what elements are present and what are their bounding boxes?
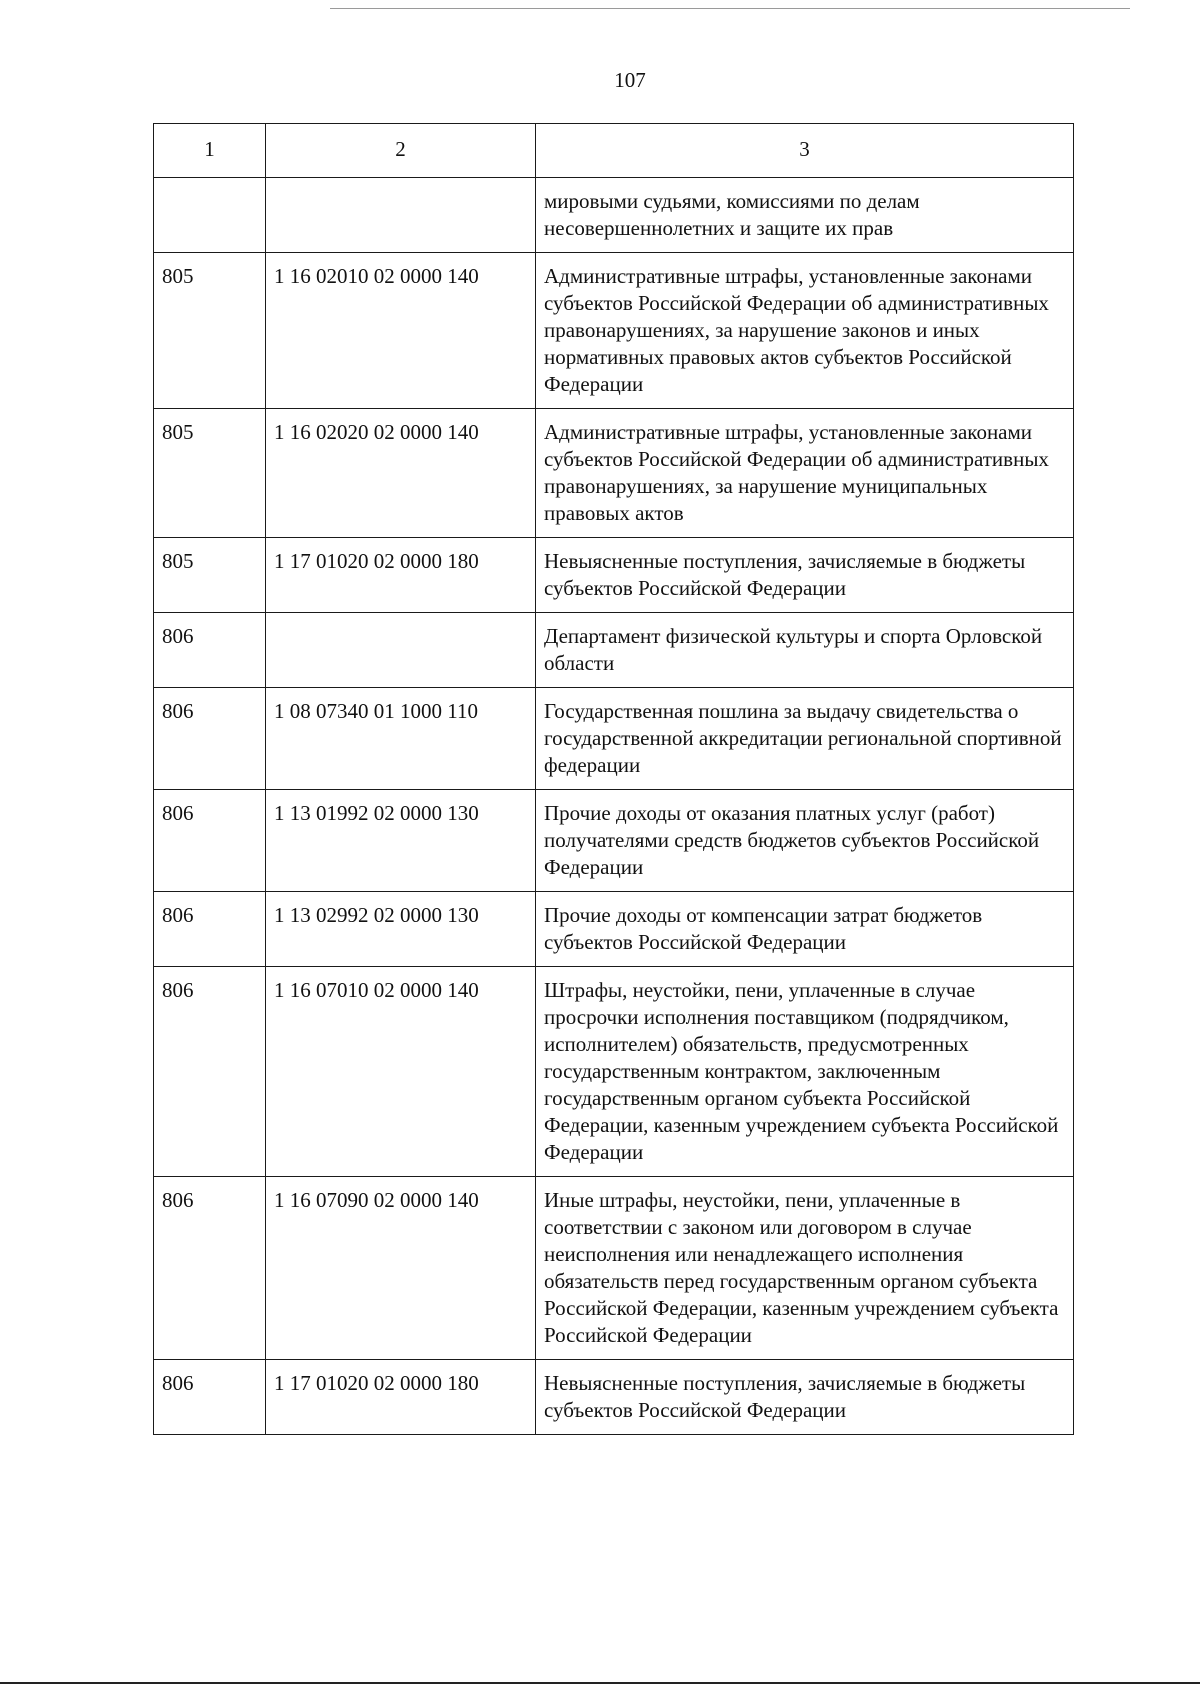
description-cell: Штрафы, неустойки, пени, уплаченные в случае просрочки исполнения поставщиком (подрядчиком, исполнителем) обязательств, предусмотренных государственным контрактом, заключенным государственным органом субъекта Российской Федерации, казенным учреждением субъекта Российской Федерации xyxy=(536,967,1074,1177)
page-number: 107 xyxy=(614,68,646,92)
description-cell: Невыясненные поступления, зачисляемые в бюджеты субъектов Российской Федерации xyxy=(536,1360,1074,1435)
table-row xyxy=(154,892,1074,967)
description-cell: мировыми судьями, комиссиями по делам несовершеннолетних и защите их прав xyxy=(536,178,1074,253)
description-cell: Невыясненные поступления, зачисляемые в бюджеты субъектов Российской Федерации xyxy=(536,538,1074,613)
description-cell: Административные штрафы, установленные законами субъектов Российской Федерации об административных правонарушениях, за нарушение законов и иных нормативных правовых актов субъектов Российской Федерации xyxy=(536,253,1074,409)
admin-code-cell: 805 xyxy=(154,253,266,409)
header-col-1: 1 xyxy=(154,124,266,178)
income-code-cell: 1 17 01020 02 0000 180 xyxy=(266,1360,536,1435)
income-code-cell: 1 16 02020 02 0000 140 xyxy=(266,409,536,538)
table-row xyxy=(154,409,1074,538)
admin-code-cell: 806 xyxy=(154,613,266,688)
description-cell: Государственная пошлина за выдачу свидетельства о государственной аккредитации региональной спортивной федерации xyxy=(536,688,1074,790)
admin-code-cell: 806 xyxy=(154,967,266,1177)
admin-code-cell: 806 xyxy=(154,688,266,790)
bottom-scan-rule xyxy=(0,1682,1200,1684)
table-row xyxy=(154,967,1074,1177)
admin-code-cell: 805 xyxy=(154,409,266,538)
income-code-cell: 1 16 07090 02 0000 140 xyxy=(266,1177,536,1360)
admin-code-cell: 806 xyxy=(154,790,266,892)
income-code-cell: 1 16 02010 02 0000 140 xyxy=(266,253,536,409)
admin-code-cell xyxy=(154,178,266,253)
table-row xyxy=(154,178,1074,253)
header-col-3: 3 xyxy=(536,124,1074,178)
top-scan-rule xyxy=(330,8,1130,9)
description-cell: Департамент физической культуры и спорта Орловской области xyxy=(536,613,1074,688)
table-row xyxy=(154,538,1074,613)
table-row xyxy=(154,688,1074,790)
admin-code-cell: 806 xyxy=(154,1360,266,1435)
admin-code-cell: 806 xyxy=(154,1177,266,1360)
description-cell: Прочие доходы от компенсации затрат бюджетов субъектов Российской Федерации xyxy=(536,892,1074,967)
description-cell: Иные штрафы, неустойки, пени, уплаченные в соответствии с законом или договором в случае неисполнения или ненадлежащего исполнения обязательств перед государственным органом субъекта Российской Федерации, казенным учреждением субъекта Российской Федерации xyxy=(536,1177,1074,1360)
description-cell: Административные штрафы, установленные законами субъектов Российской Федерации об административных правонарушениях, за нарушение муниципальных правовых актов xyxy=(536,409,1074,538)
header-col-2: 2 xyxy=(266,124,536,178)
table-row xyxy=(154,1360,1074,1435)
admin-code-cell: 806 xyxy=(154,892,266,967)
income-code-cell: 1 13 01992 02 0000 130 xyxy=(266,790,536,892)
income-code-cell xyxy=(266,613,536,688)
income-code-cell: 1 17 01020 02 0000 180 xyxy=(266,538,536,613)
table-row xyxy=(154,253,1074,409)
income-code-cell: 1 13 02992 02 0000 130 xyxy=(266,892,536,967)
table-header-row xyxy=(154,124,1074,178)
income-code-cell: 1 08 07340 01 1000 110 xyxy=(266,688,536,790)
income-code-cell xyxy=(266,178,536,253)
description-cell: Прочие доходы от оказания платных услуг (работ) получателями средств бюджетов субъектов Российской Федерации xyxy=(536,790,1074,892)
admin-code-cell: 805 xyxy=(154,538,266,613)
table-header xyxy=(154,124,1074,178)
table-row xyxy=(154,1177,1074,1360)
table-row xyxy=(154,790,1074,892)
income-code-cell: 1 16 07010 02 0000 140 xyxy=(266,967,536,1177)
table-row xyxy=(154,613,1074,688)
table-body xyxy=(154,178,1074,1435)
budget-income-table xyxy=(153,123,1074,1435)
